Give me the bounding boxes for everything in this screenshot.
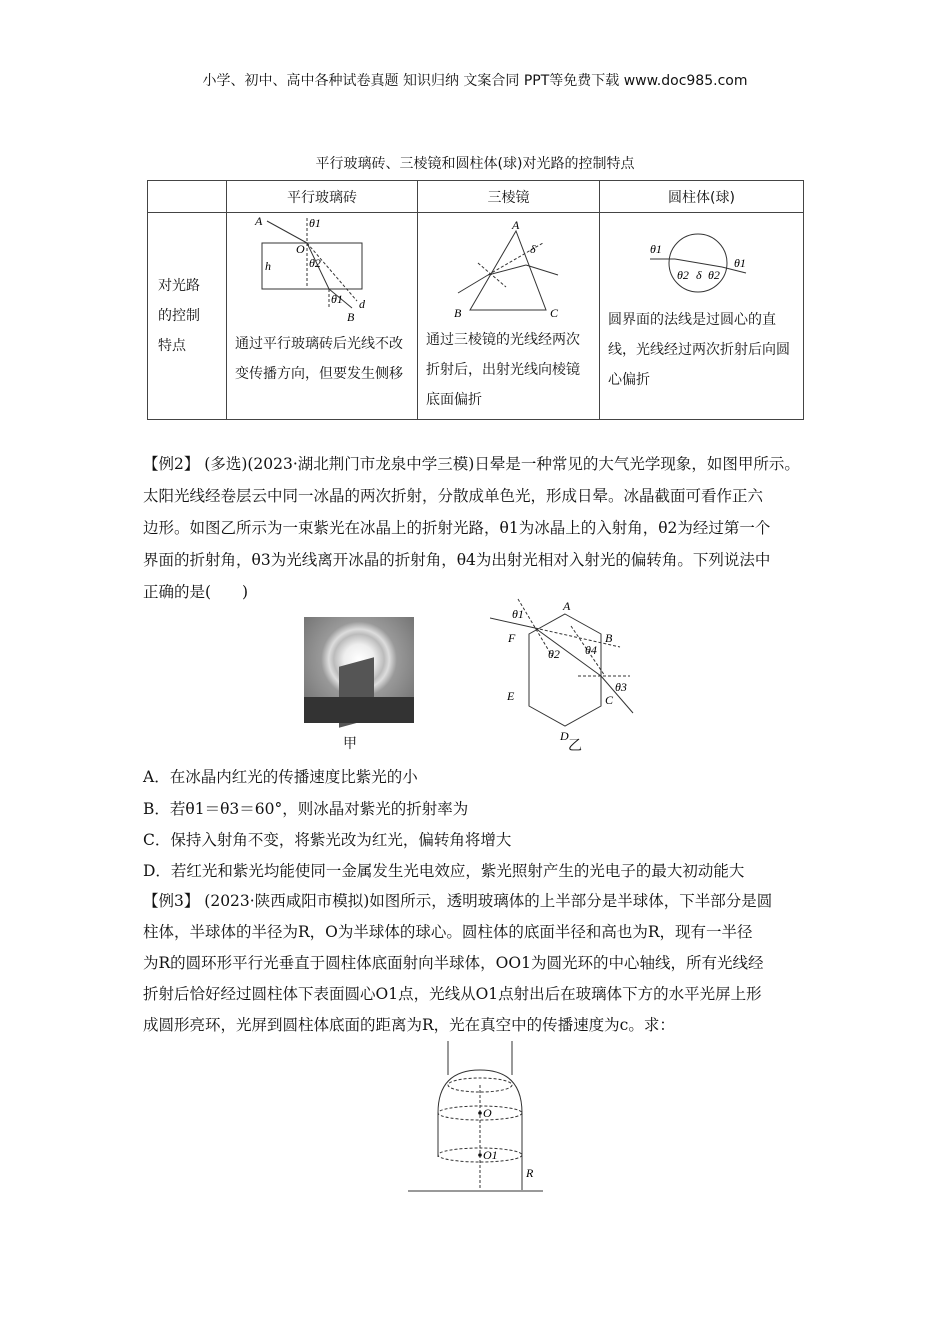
hemisphere-cylinder-diagram <box>400 1035 550 1205</box>
option-d: D．若红光和紫光均能使同一金属发生光电效应，紫光照射产生的光电子的最大初动能大 <box>143 862 745 880</box>
svg-text:δ: δ <box>530 242 536 256</box>
svg-text:θ1: θ1 <box>309 216 321 230</box>
ex3-line: 【例3】 (2023·陕西咸阳市模拟)如图所示，透明玻璃体的上半部分是半球体，下半部分是圆 <box>143 892 773 910</box>
row-label: 对光路 的控制 特点 <box>148 213 227 420</box>
svg-text:B: B <box>347 310 355 324</box>
ex3-line: 柱体，半球体的半径为R，O为半球体的球心。圆柱体的底面半径和高也为R，现有一半径 <box>143 923 753 941</box>
svg-text:E: E <box>507 689 515 703</box>
svg-text:θ2: θ2 <box>708 268 720 282</box>
svg-text:A: A <box>563 599 571 613</box>
ex3-line: 成圆形亮环，光屏到圆柱体底面的距离为R，光在真空中的传播速度为c。求： <box>143 1016 675 1034</box>
svg-text:B: B <box>454 306 462 320</box>
comparison-table <box>147 180 804 420</box>
hexagon-diagram <box>490 596 660 751</box>
col-header: 平行玻璃砖 <box>227 181 418 213</box>
svg-text:A: A <box>255 214 263 228</box>
cell-prism: A B C δ 通过三棱镜的光线经两次折射后，出射光线向棱镜底面偏折 <box>418 213 600 420</box>
svg-text:R: R <box>526 1166 534 1180</box>
svg-text:θ2: θ2 <box>677 268 689 282</box>
halo-photo <box>304 617 414 723</box>
option-a: A．在冰晶内红光的传播速度比紫光的小 <box>143 768 418 786</box>
ex3-line: 折射后恰好经过圆柱体下表面圆心O1点，光线从O1点射出后在玻璃体下方的水平光屏上形 <box>143 985 762 1003</box>
prism-diagram <box>418 213 599 321</box>
svg-text:C: C <box>550 306 559 320</box>
svg-text:θ2: θ2 <box>309 256 321 270</box>
svg-text:B: B <box>605 631 613 645</box>
cell-cylinder: θ1 θ2 δ θ2 θ1 圆界面的法线是过圆心的直线，光线经过两次折射后向圆心偏折 <box>600 213 804 420</box>
svg-text:θ1: θ1 <box>512 607 524 621</box>
svg-text:h: h <box>265 259 271 273</box>
svg-text:θ1: θ1 <box>734 256 746 270</box>
ex3-line: 为R的圆环形平行光垂直于圆柱体底面射向半球体，OO1为圆光环的中心轴线，所有光线经 <box>143 954 764 972</box>
ex2-line: 边形。如图乙所示为一束紫光在冰晶上的折射光路，θ1为冰晶上的入射角，θ2为经过第一个 <box>143 519 771 537</box>
glass-slab-diagram <box>227 213 417 325</box>
svg-text:O: O <box>483 1106 492 1120</box>
svg-text:θ4: θ4 <box>585 643 597 657</box>
ex2-line: 界面的折射角，θ3为光线离开冰晶的折射角，θ4为出射光相对入射光的偏转角。下列说法中 <box>143 551 771 569</box>
svg-text:F: F <box>508 631 516 645</box>
ex2-line: 正确的是( ) <box>143 583 249 601</box>
page-header: 小学、初中、高中各种试卷真题 知识归纳 文案合同 PPT等免费下载 www.doc985.com <box>202 73 748 89</box>
cylinder-diagram <box>600 213 803 301</box>
svg-text:θ1: θ1 <box>331 292 343 306</box>
col-header: 圆柱体(球) <box>600 181 804 213</box>
ex2-line: 太阳光线经卷层云中同一冰晶的两次折射，分散成单色光，形成日晕。冰晶截面可看作正六 <box>143 487 764 505</box>
figure-b-caption: 乙 <box>568 738 582 754</box>
table-title: 平行玻璃砖、三棱镜和圆柱体(球)对光路的控制特点 <box>315 156 635 172</box>
svg-text:θ2: θ2 <box>548 647 560 661</box>
svg-text:D: D <box>560 729 569 743</box>
svg-text:C: C <box>605 693 614 707</box>
option-b: B．若θ1＝θ3＝60°，则冰晶对紫光的折射率为 <box>143 800 469 818</box>
cell-glass-slab: A θ1 O h θ2 θ1 d B 通过平行玻璃砖后光线不改变传播方向，但要发生侧移 <box>227 213 418 420</box>
svg-text:δ: δ <box>696 268 702 282</box>
ex2-line: 【例2】 (多选)(2023·湖北荆门市龙泉中学三模)日晕是一种常见的大气光学现象，如图甲所示。 <box>143 455 800 473</box>
option-c: C．保持入射角不变，将紫光改为红光，偏转角将增大 <box>143 831 512 849</box>
svg-text:θ1: θ1 <box>650 242 662 256</box>
svg-text:d: d <box>359 297 365 311</box>
svg-text:O1: O1 <box>483 1148 498 1162</box>
figure-a-caption: 甲 <box>343 736 357 752</box>
col-header: 三棱镜 <box>418 181 600 213</box>
svg-text:O: O <box>296 242 305 256</box>
svg-text:A: A <box>512 218 520 232</box>
svg-text:θ3: θ3 <box>615 680 627 694</box>
